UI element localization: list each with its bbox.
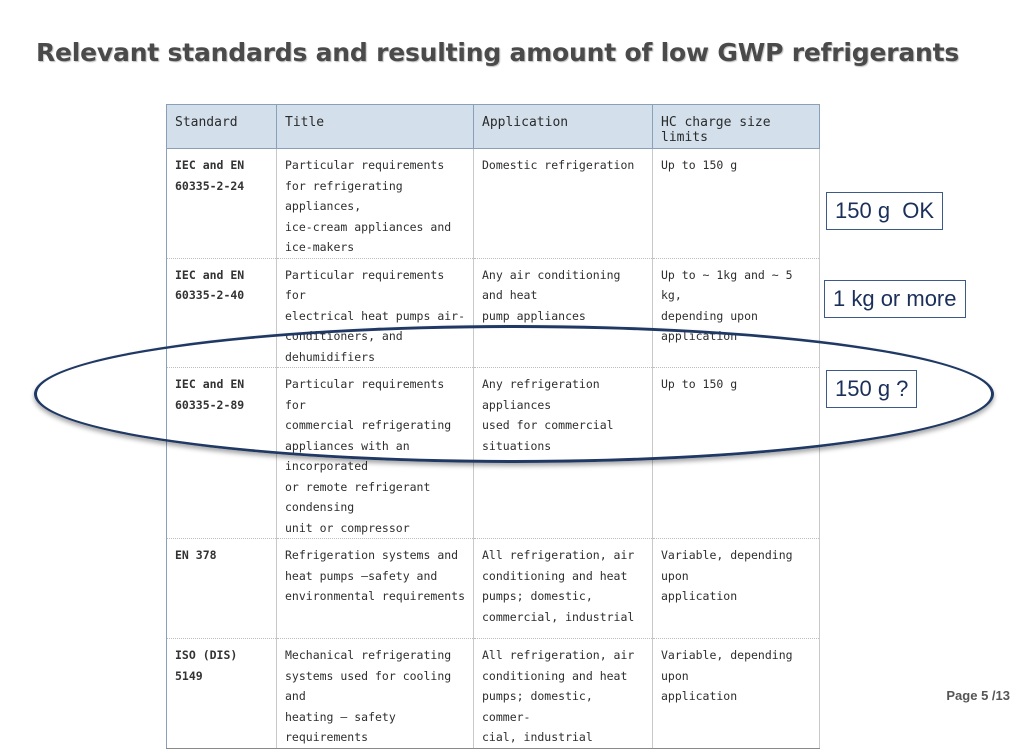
cell-limits: Variable, depending upon application [653, 539, 820, 639]
cell-limits: Up to 150 g [653, 368, 820, 539]
table-row [167, 149, 820, 259]
cell-title: Refrigeration systems and heat pumps –safety and environmental requirements [277, 539, 474, 639]
table-row [167, 258, 820, 368]
header-hc-charge-limits: HC charge size limits [653, 105, 820, 149]
table-row [167, 539, 820, 639]
cell-title: Particular requirements for electrical heat pumps air- conditioners, and dehumidifiers [277, 258, 474, 368]
cell-standard: IEC and EN 60335-2-24 [167, 149, 277, 259]
table-row [167, 639, 820, 749]
standards-table [166, 104, 820, 749]
cell-standard: EN 378 [167, 539, 277, 639]
header-application: Application [474, 105, 653, 149]
cell-limits: Variable, depending upon application [653, 639, 820, 749]
callout-150g-ok: 150 g OK [826, 192, 943, 230]
cell-limits: Up to 150 g [653, 149, 820, 259]
callout-1kg-or-more: 1 kg or more [824, 280, 966, 318]
cell-limits: Up to ~ 1kg and ~ 5 kg, depending upon application [653, 258, 820, 368]
cell-application: Domestic refrigeration [474, 149, 653, 259]
page-number: Page 5 /13 [946, 688, 1010, 703]
cell-application: Any air conditioning and heat pump appliances [474, 258, 653, 368]
cell-application: All refrigeration, air conditioning and heat pumps; domestic, commercial, industrial [474, 539, 653, 639]
cell-title: Particular requirements for commercial refrigerating appliances with an incorporated or remote refrigerant condensing unit or compressor [277, 368, 474, 539]
table-row [167, 368, 820, 539]
callout-150g-question: 150 g ? [826, 370, 917, 408]
header-standard: Standard [167, 105, 277, 149]
cell-title: Particular requirements for refrigerating appliances, ice-cream appliances and ice-makers [277, 149, 474, 259]
cell-application: Any refrigeration appliances used for commercial situations [474, 368, 653, 539]
cell-standard: ISO (DIS) 5149 [167, 639, 277, 749]
cell-standard: IEC and EN 60335-2-40 [167, 258, 277, 368]
cell-standard: IEC and EN 60335-2-89 [167, 368, 277, 539]
header-title: Title [277, 105, 474, 149]
table-header-row [167, 105, 820, 149]
slide-title: Relevant standards and resulting amount of low GWP refrigerants [36, 38, 960, 67]
cell-application: All refrigeration, air conditioning and heat pumps; domestic, commer- cial, industrial [474, 639, 653, 749]
cell-title: Mechanical refrigerating systems used for cooling and heating – safety requirements [277, 639, 474, 749]
